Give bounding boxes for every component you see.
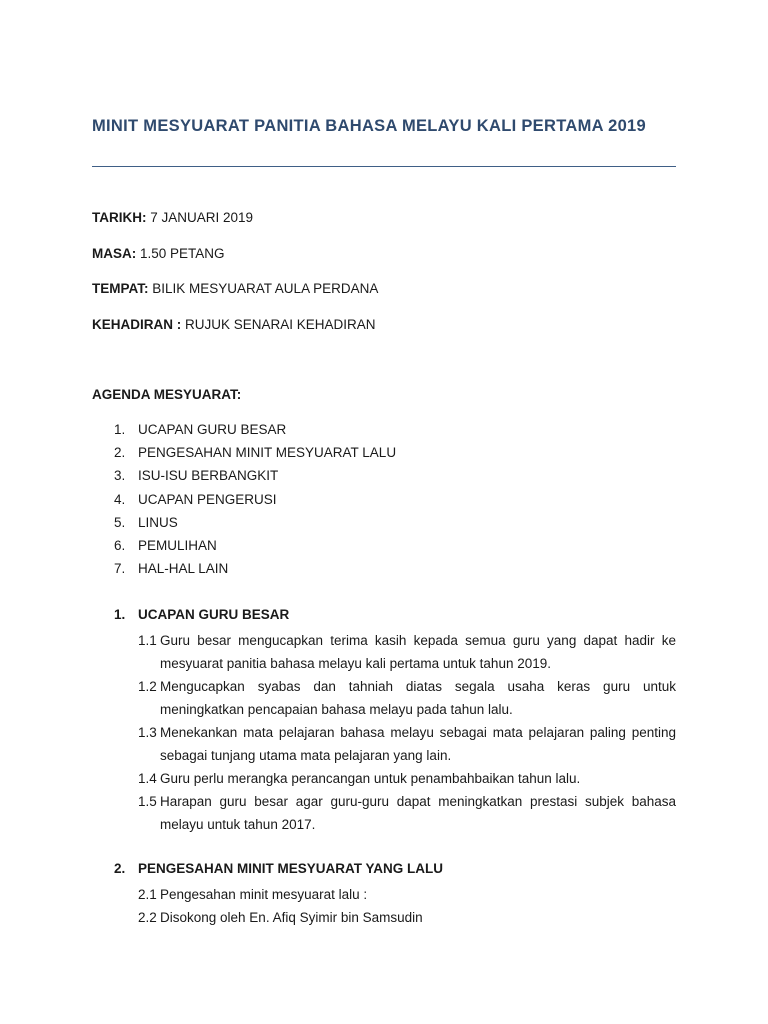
section-title: UCAPAN GURU BESAR	[138, 607, 290, 622]
minute-item-text: Harapan guru besar agar guru-guru dapat meningkatkan prestasi subjek bahasa melayu untuk tahun 2017.	[160, 794, 676, 832]
agenda-item-number: 5.	[114, 514, 126, 530]
meta-masa	[92, 245, 225, 263]
title-underline	[92, 166, 676, 167]
agenda-item-text: LINUS	[138, 514, 178, 530]
meta-kehadiran	[92, 316, 376, 334]
minute-item-text: Mengucapkan syabas dan tahniah diatas segala usaha keras guru untuk meningkatkan pencapaian bahasa melayu pada tahun lalu.	[160, 679, 676, 717]
agenda-item-text: ISU-ISU BERBANGKIT	[138, 468, 279, 484]
agenda-item-text: PENGESAHAN MINIT MESYUARAT LALU	[138, 445, 397, 461]
minute-item-text: Guru besar mengucapkan terima kasih kepada semua guru yang dapat hadir ke mesyuarat panitia bahasa melayu kali pertama untuk tahun 2019.	[160, 633, 676, 671]
section-ucapan-guru-besar	[92, 606, 676, 836]
minute-item	[138, 906, 676, 929]
meta-kehadiran-label: KEHADIRAN :	[92, 317, 182, 332]
minute-item-number: 1.1	[138, 633, 157, 648]
agenda-item-number: 2.	[114, 445, 126, 461]
minute-item-number: 2.1	[138, 887, 157, 902]
minute-item	[138, 767, 676, 790]
meta-tarikh-value: 7 JANUARI 2019	[150, 210, 254, 225]
minute-item-number: 1.2	[138, 679, 157, 694]
meta-tempat	[92, 280, 378, 298]
meta-tarikh	[92, 209, 253, 227]
minute-item-text: Guru perlu merangka perancangan untuk penambahbaikan tahun lalu.	[160, 771, 581, 786]
agenda-heading: AGENDA MESYUARAT:	[92, 387, 242, 402]
minute-item	[138, 629, 676, 675]
agenda-item-text: PEMULIHAN	[138, 537, 217, 553]
section-number: 1.	[114, 607, 126, 622]
agenda-item-number: 4.	[114, 491, 126, 507]
minute-item	[138, 790, 676, 836]
section-heading	[92, 860, 676, 883]
meta-masa-label: MASA:	[92, 246, 137, 261]
minute-item-text: Menekankan mata pelajaran bahasa melayu sebagai mata pelajaran paling penting sebagai tunjang utama mata pelajaran yang lain.	[160, 725, 676, 763]
minute-item-number: 1.5	[138, 794, 157, 809]
minute-item-text: Pengesahan minit mesyuarat lalu :	[160, 887, 368, 902]
section-number: 2.	[114, 861, 126, 876]
agenda-item-number: 6.	[114, 537, 126, 553]
meta-tempat-label: TEMPAT:	[92, 281, 149, 296]
minute-item	[138, 721, 676, 767]
document-title: MINIT MESYUARAT PANITIA BAHASA MELAYU KALI PERTAMA 2019	[92, 117, 647, 135]
minute-item-text: Disokong oleh En. Afiq Syimir bin Samsudin	[160, 910, 423, 925]
agenda-item-number: 3.	[114, 468, 126, 484]
minute-item-number: 1.3	[138, 725, 157, 740]
meta-kehadiran-value: RUJUK SENARAI KEHADIRAN	[185, 317, 376, 332]
meta-tempat-value: BILIK MESYUARAT AULA PERDANA	[152, 281, 379, 296]
minute-item	[138, 883, 676, 906]
minute-item-number: 1.4	[138, 771, 157, 786]
agenda-item-number: 1.	[114, 422, 126, 437]
minute-item-number: 2.2	[138, 910, 157, 925]
agenda-item-text: UCAPAN GURU BESAR	[138, 422, 287, 437]
section-title: PENGESAHAN MINIT MESYUARAT YANG LALU	[138, 861, 444, 876]
agenda-item-number: 7.	[114, 561, 126, 577]
section-pengesahan-minit	[92, 860, 676, 929]
minute-item	[138, 675, 676, 721]
document-page	[92, 0, 676, 1024]
section-heading	[92, 606, 676, 629]
agenda-item-text: HAL-HAL LAIN	[138, 561, 229, 577]
meta-masa-value: 1.50 PETANG	[140, 246, 225, 261]
meta-tarikh-label: TARIKH:	[92, 210, 147, 225]
agenda-item-text: UCAPAN PENGERUSI	[138, 491, 277, 507]
